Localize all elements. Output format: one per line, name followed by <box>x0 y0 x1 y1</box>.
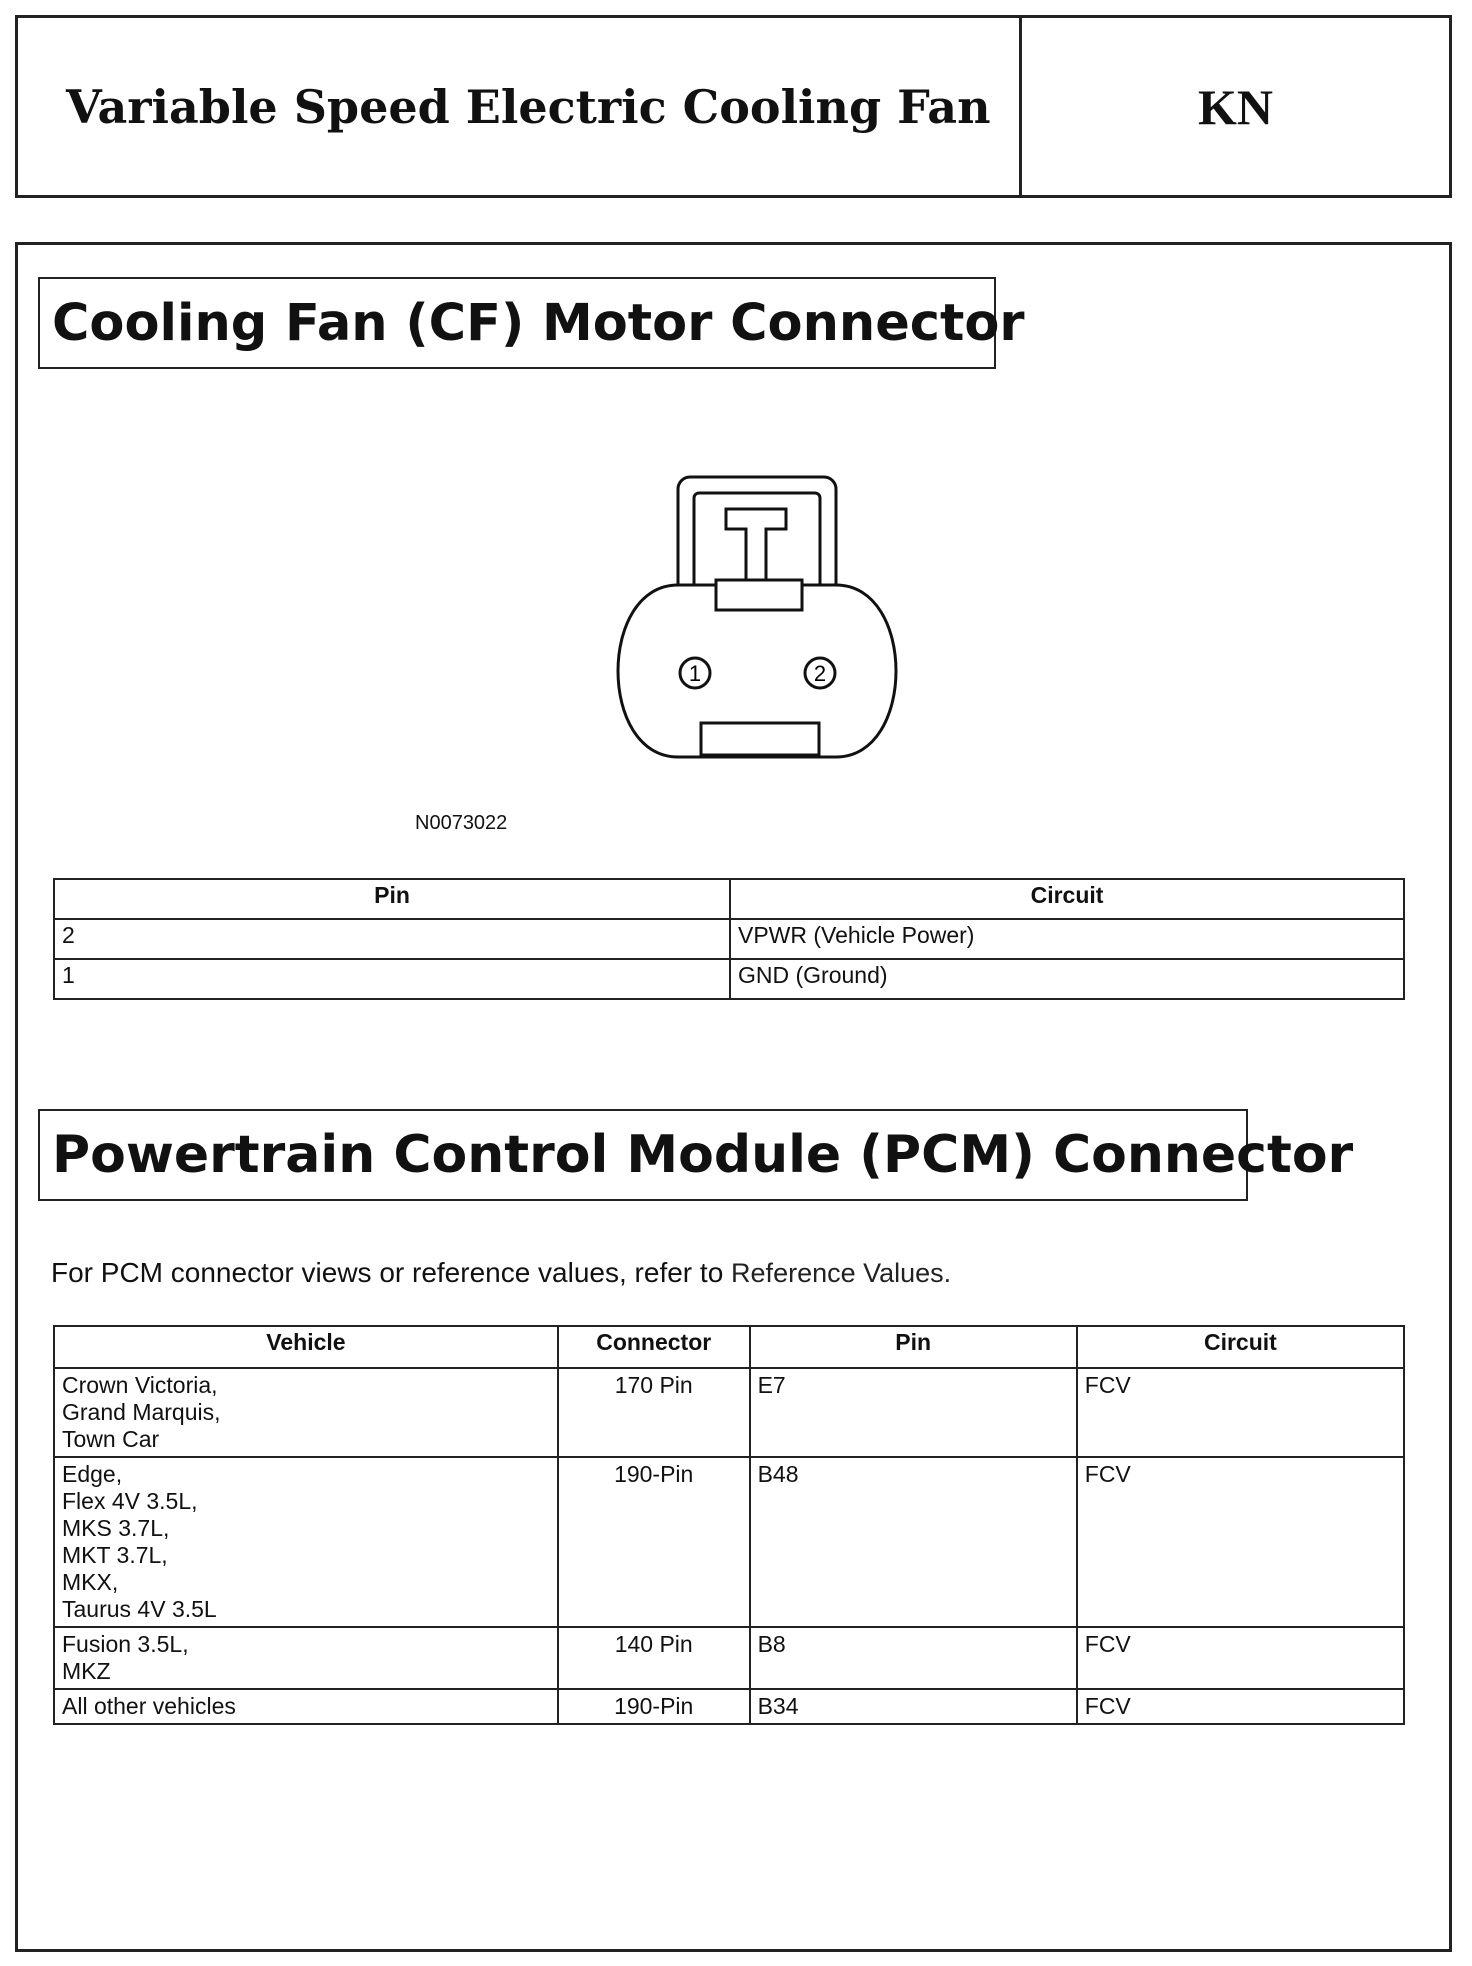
vehicle-line: Flex 4V 3.5L, <box>62 1488 198 1514</box>
connector-key-top <box>716 580 802 610</box>
cell-vehicle <box>54 1368 558 1457</box>
table-header-row <box>54 1326 1404 1368</box>
cell-connector: 190-Pin <box>558 1457 750 1627</box>
col-header-pin: Pin <box>54 879 730 919</box>
pcm-note-text: For PCM connector views or reference values, refer to <box>51 1257 724 1288</box>
table-row <box>54 1627 1404 1689</box>
table-row <box>54 959 1404 999</box>
table-row <box>54 1457 1404 1627</box>
cell-pin: E7 <box>750 1368 1077 1457</box>
cell-vehicle <box>54 1627 558 1689</box>
cell-pin: B8 <box>750 1627 1077 1689</box>
connector-key-bottom <box>701 723 819 755</box>
vehicle-line: MKZ <box>62 1658 111 1684</box>
vehicle-line: All other vehicles <box>62 1693 236 1719</box>
figure-id: N0073022 <box>415 812 508 834</box>
cell-circuit: FCV <box>1077 1368 1404 1457</box>
col-header-circuit: Circuit <box>730 879 1404 919</box>
vehicle-line: Crown Victoria, <box>62 1372 218 1398</box>
vehicle-line: MKT 3.7L, <box>62 1542 168 1568</box>
cell-circuit: FCV <box>1077 1457 1404 1627</box>
cell-pin: 1 <box>54 959 730 999</box>
content-frame <box>15 242 1452 1952</box>
document-title: Variable Speed Electric Cooling Fan <box>18 18 1022 195</box>
pin-1-label: 1 <box>688 661 702 686</box>
vehicle-line: Town Car <box>62 1426 160 1452</box>
cell-pin: 2 <box>54 919 730 959</box>
cell-circuit: FCV <box>1077 1627 1404 1689</box>
reference-values-link[interactable]: Reference Values. <box>731 1258 952 1288</box>
col-header-connector: Connector <box>558 1326 750 1368</box>
vehicle-line: Taurus 4V 3.5L <box>62 1596 217 1622</box>
cell-vehicle <box>54 1689 558 1724</box>
vehicle-line: Fusion 3.5L, <box>62 1631 189 1657</box>
vehicle-line: Edge, <box>62 1461 123 1487</box>
table-row <box>54 1368 1404 1457</box>
cell-circuit: GND (Ground) <box>730 959 1404 999</box>
cell-connector: 140 Pin <box>558 1627 750 1689</box>
cell-connector: 170 Pin <box>558 1368 750 1457</box>
pcm-note <box>51 1257 951 1289</box>
table-header-row <box>54 879 1404 919</box>
pin-2-label: 2 <box>813 661 827 686</box>
table-row <box>54 919 1404 959</box>
table-row <box>54 1689 1404 1724</box>
cell-pin: B34 <box>750 1689 1077 1724</box>
cf-motor-connector-heading: Cooling Fan (CF) Motor Connector <box>38 277 996 369</box>
col-header-pin: Pin <box>750 1326 1077 1368</box>
vehicle-line: MKS 3.7L, <box>62 1515 170 1541</box>
col-header-circuit: Circuit <box>1077 1326 1404 1368</box>
connector-diagram <box>598 465 898 765</box>
col-header-vehicle: Vehicle <box>54 1326 558 1368</box>
document-header <box>15 15 1452 198</box>
cell-pin: B48 <box>750 1457 1077 1627</box>
vehicle-line: Grand Marquis, <box>62 1399 221 1425</box>
cell-vehicle <box>54 1457 558 1627</box>
pcm-table <box>53 1325 1405 1725</box>
cell-connector: 190-Pin <box>558 1689 750 1724</box>
document-code: KN <box>1198 78 1273 135</box>
cf-pin-table <box>53 878 1405 1000</box>
cell-circuit: VPWR (Vehicle Power) <box>730 919 1404 959</box>
pcm-connector-heading: Powertrain Control Module (PCM) Connector <box>38 1109 1248 1201</box>
vehicle-line: MKX, <box>62 1569 119 1595</box>
cell-circuit: FCV <box>1077 1689 1404 1724</box>
